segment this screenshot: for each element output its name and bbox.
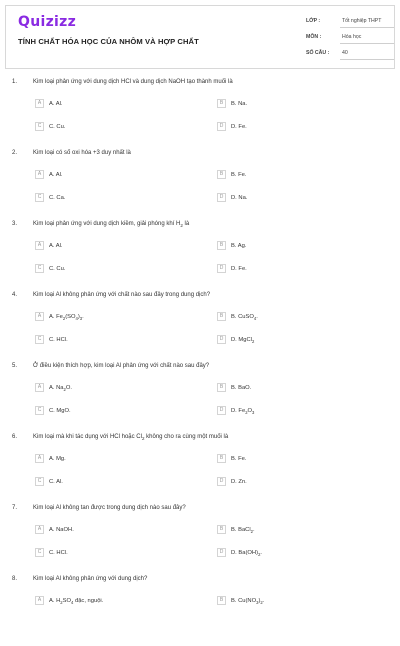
option-text: D. Na. [231,194,248,201]
question-8 [0,576,400,646]
option-text: A. $H_2SO_4$ đặc, nguội. [49,597,104,605]
question-number: 4. [12,292,18,298]
question-number: 6. [12,434,18,440]
meta-subject [306,31,394,45]
meta-underline [340,43,394,44]
option-text: C. MgO. [49,407,71,414]
option-text: C. Cu. [49,123,66,130]
meta-label: SỐ CÂU : [306,50,330,56]
option-text: A. Al. [49,100,63,107]
meta-label: MÔN : [306,34,322,40]
question-5 [0,363,400,433]
question-4 [0,292,400,362]
option-letter-box[interactable]: D [217,193,226,202]
option-letter-box[interactable]: C [35,264,44,273]
option-letter-box[interactable]: B [217,596,226,605]
option-text: A. Al. [49,171,63,178]
option-text: C. Al. [49,478,63,485]
worksheet-title: TÍNH CHẤT HÓA HỌC CỦA NHÔM VÀ HỢP CHẤT [18,37,199,46]
option-letter-box[interactable]: D [217,548,226,557]
option-text: D. Fe. [231,123,247,130]
option-text: D. MgCl$_2$ [231,336,255,344]
question-3 [0,221,400,291]
option-letter-box[interactable]: B [217,99,226,108]
option-text: A. $Na_2O$. [49,384,72,392]
question-text: Kim loại mà khi tác dụng với HCl hoặc $Cl_2$ không cho ra cùng một muối là [33,434,229,442]
option-text: C. HCl. [49,336,68,343]
question-text: Kim loại có số oxi hóa +3 duy nhất là [33,150,131,156]
meta-underline [340,27,394,28]
option-text: B. BaO. [231,384,252,391]
meta-value: 40 [342,50,348,56]
option-text: D. $Fe_2O_3$ [231,407,255,415]
question-text: Kim loại phản ứng với dung dịch HCl và dung dịch NaOH tạo thành muối là [33,79,233,85]
option-letter-box[interactable]: A [35,312,44,321]
option-text: A. Al. [49,242,63,249]
option-letter-box[interactable]: A [35,241,44,250]
option-text: B. Ag. [231,242,247,249]
option-text: D. Zn. [231,478,247,485]
meta-question-count [306,47,394,61]
worksheet-header [5,5,395,69]
question-1 [0,79,400,149]
option-text: C. Cu. [49,265,66,272]
option-letter-box[interactable]: B [217,383,226,392]
option-letter-box[interactable]: C [35,335,44,344]
question-text: Kim loại Al không tan được trong dung dịch nào sau đây? [33,505,186,511]
option-letter-box[interactable]: D [217,335,226,344]
option-letter-box[interactable]: B [217,241,226,250]
option-letter-box[interactable]: A [35,170,44,179]
question-number: 3. [12,221,18,227]
question-text: Kim loại Al không phản ứng với chất nào sau đây trong dung dịch? [33,292,211,298]
option-text: A. NaOH. [49,526,74,533]
question-number: 7. [12,505,18,511]
option-letter-box[interactable]: C [35,193,44,202]
option-letter-box[interactable]: B [217,525,226,534]
option-text: B. CuSO$_4$. [231,313,258,321]
option-letter-box[interactable]: D [217,122,226,131]
option-text: A. Mg. [49,455,66,462]
option-letter-box[interactable]: C [35,406,44,415]
option-letter-box[interactable]: A [35,454,44,463]
option-letter-box[interactable]: C [35,477,44,486]
option-text: B. Fe. [231,455,247,462]
option-letter-box[interactable]: A [35,596,44,605]
option-letter-box[interactable]: C [35,548,44,557]
question-2 [0,150,400,220]
option-text: A. $Fe_2(SO_4)_3$. [49,313,84,321]
option-text: B. BaCl$_2$. [231,526,255,534]
option-letter-box[interactable]: C [35,122,44,131]
option-letter-box[interactable]: D [217,264,226,273]
option-letter-box[interactable]: A [35,525,44,534]
option-text: C. Ca. [49,194,66,201]
meta-value: Hóa học [342,34,362,40]
question-number: 8. [12,576,18,582]
option-letter-box[interactable]: D [217,477,226,486]
question-7 [0,505,400,575]
question-number: 5. [12,363,18,369]
option-text: C. HCl. [49,549,68,556]
question-text: Kim loại Al không phản ứng với dung dịch? [33,576,148,582]
meta-underline [340,59,394,60]
question-6 [0,434,400,504]
option-text: B. Fe. [231,171,247,178]
option-letter-box[interactable]: D [217,406,226,415]
option-text: D. $Ba(OH)_2$. [231,549,263,557]
quizizz-logo: Quizizz [18,14,77,30]
question-text: Kim loại phản ứng với dung dịch kiềm, giải phóng khí $H_2$ là [33,221,190,229]
option-letter-box[interactable]: A [35,99,44,108]
option-text: B. $Cu(NO_3)_2$. [231,597,265,605]
option-text: B. Na. [231,100,248,107]
option-text: D. Fe. [231,265,247,272]
question-text: Ở điều kiện thích hợp, kim loại Al phản ứng với chất nào sau đây? [33,363,210,369]
meta-grade [306,15,394,29]
option-letter-box[interactable]: B [217,170,226,179]
meta-label: LỚP : [306,18,321,24]
option-letter-box[interactable]: B [217,454,226,463]
meta-value: Tốt nghiệp THPT [342,18,382,24]
option-letter-box[interactable]: B [217,312,226,321]
option-letter-box[interactable]: A [35,383,44,392]
question-number: 2. [12,150,18,156]
question-number: 1. [12,79,18,85]
